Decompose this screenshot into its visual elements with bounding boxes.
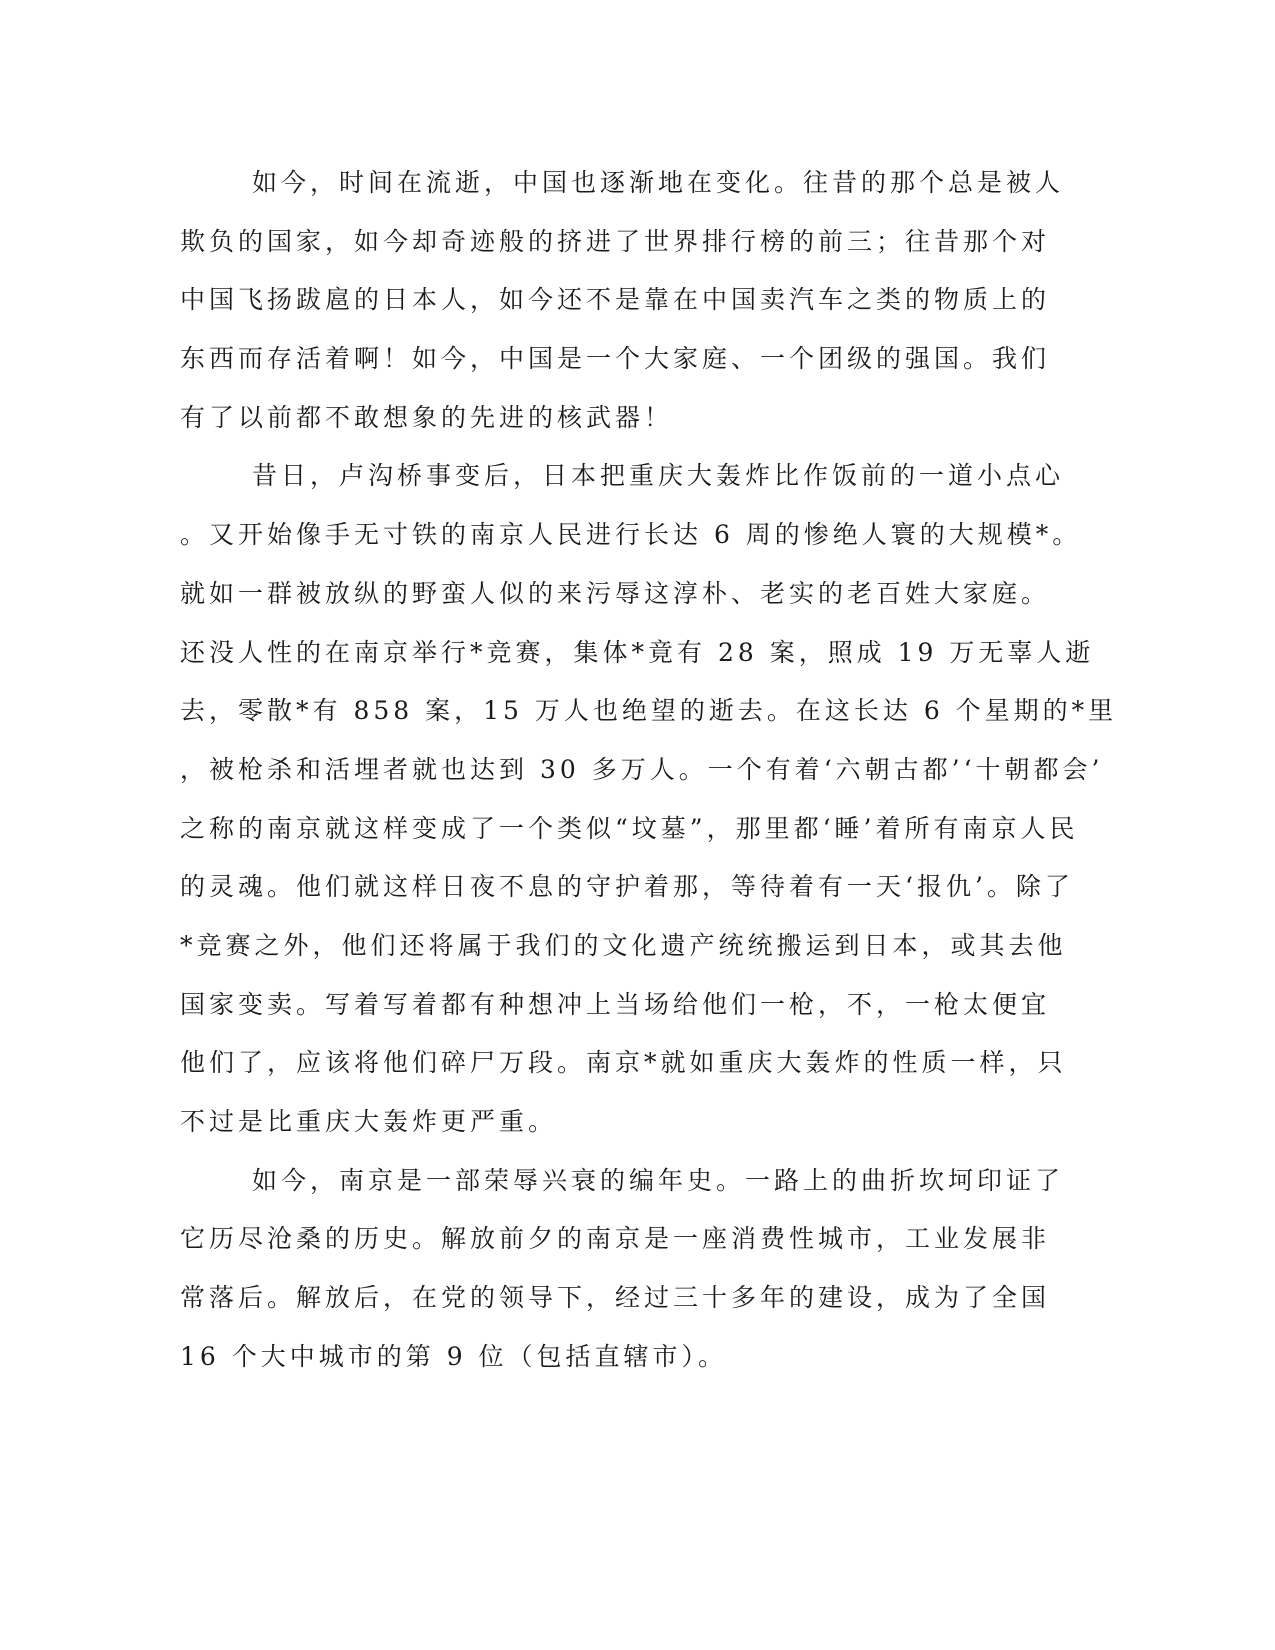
text-line: 还没人性的在南京举行*竞赛，集体*竟有 28 案，照成 19 万无辜人逝 xyxy=(180,637,1095,667)
text-line: ，被枪杀和活埋者就也达到 30 多万人。一个有着‘六朝古都’‘十朝都会’ xyxy=(180,754,1104,784)
text-line: 就如一群被放纵的野蛮人似的来污辱这淳朴、老实的老百姓大家庭。 xyxy=(180,578,1051,608)
text-line: 。又开始像手无寸铁的南京人民进行长达 6 周的惨绝人寰的大规模*。 xyxy=(180,520,1082,550)
text-line: 昔日，卢沟桥事变后，日本把重庆大轰炸比作饭前的一道小点心 xyxy=(252,461,1065,491)
text-line: 如今，时间在流逝，中国也逐渐地在变化。往昔的那个总是被人 xyxy=(252,168,1065,197)
text-line: 16 个大中城市的第 9 位（包括直辖市）。 xyxy=(180,1341,728,1371)
text-line: 中国飞扬跋扈的日本人，如今还不是靠在中国卖汽车之类的物质上的 xyxy=(180,285,1051,315)
text-line: 的灵魂。他们就这样日夜不息的守护着那，等待着有一天‘报仇’。除了 xyxy=(180,872,1074,902)
text-line: 常落后。解放后，在党的领导下，经过三十多年的建设，成为了全国 xyxy=(180,1283,1051,1313)
text-line: 有了以前都不敢想象的先进的核武器！ xyxy=(180,402,674,432)
document-body xyxy=(180,154,1118,1386)
paragraph-2 xyxy=(180,447,1118,1151)
text-line: 如今，南京是一部荣辱兴衰的编年史。一路上的曲折坎坷印证了 xyxy=(252,1165,1065,1195)
text-line: 他们了，应该将他们碎尸万段。南京*就如重庆大轰炸的性质一样，只 xyxy=(180,1048,1067,1078)
text-line: 国家变卖。写着写着都有种想冲上当场给他们一枪，不，一枪太便宜 xyxy=(180,989,1051,1019)
text-line: *竞赛之外，他们还将属于我们的文化遗产统统搬运到日本，或其去他 xyxy=(180,930,1067,960)
text-line: 欺负的国家，如今却奇迹般的挤进了世界排行榜的前三；往昔那个对 xyxy=(180,226,1051,256)
text-line: 之称的南京就这样变成了一个类似“坟墓”，那里都‘睡’着所有南京人民 xyxy=(180,813,1079,843)
text-line: 东西而存活着啊！如今，中国是一个大家庭、一个团级的强国。我们 xyxy=(180,344,1051,374)
paragraph-3 xyxy=(180,1152,1065,1387)
text-line: 去，零散*有 858 案，15 万人也绝望的逝去。在这长达 6 个星期的*里 xyxy=(180,696,1118,726)
paragraph-1 xyxy=(180,154,1065,447)
text-line: 它历尽沧桑的历史。解放前夕的南京是一座消费性城市，工业发展非 xyxy=(180,1224,1051,1254)
text-line: 不过是比重庆大轰炸更严重。 xyxy=(180,1107,558,1136)
